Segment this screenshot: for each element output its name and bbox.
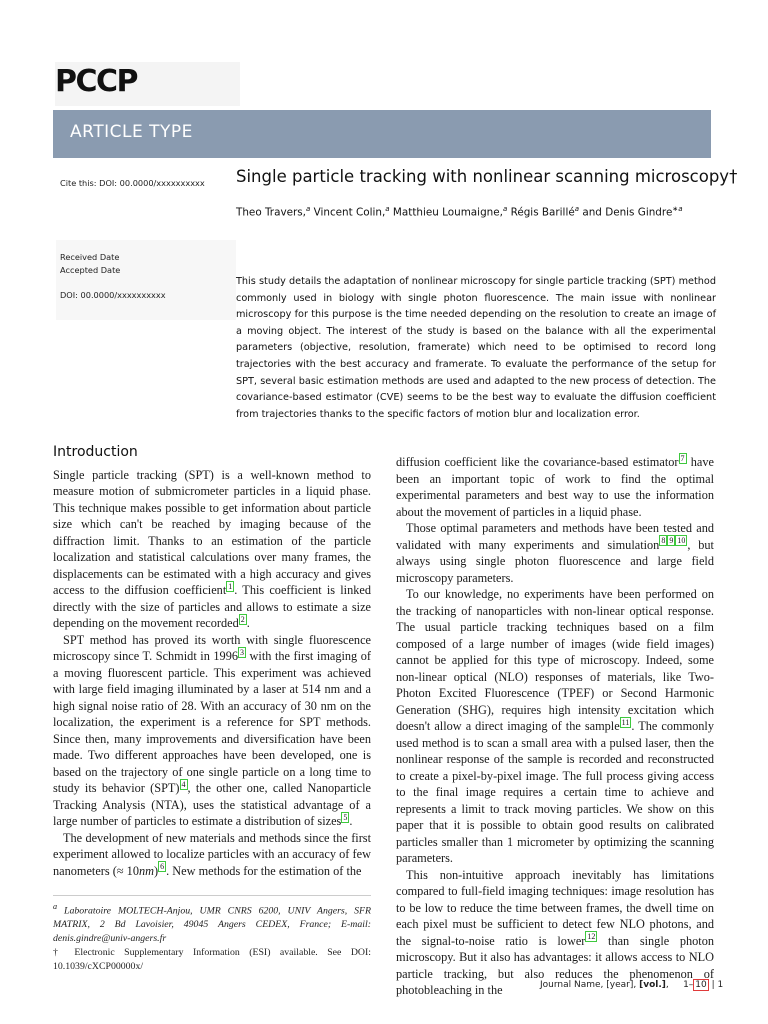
affiliation-footnote: $^a$ Laboratoire MOLTECH-Anjou, UMR CNRS 6200, UNIV Angers, SFR MATRIX, 2 Bd Lavoisier, 49045 Angers CEDEX, France; E-mail: denis.gindre@univ-angers.fr — [53, 902, 371, 945]
citation-link[interactable]: 11 — [621, 717, 630, 727]
author: Régis Barillé — [510, 206, 575, 219]
citation-link[interactable]: 6 — [160, 862, 165, 872]
author-list — [236, 205, 716, 218]
paragraph: Single particle tracking (SPT) is a well-known method to measure motion of submicrometer particles in a liquid phase. This technique makes possible to get information about particle size which can't be reached by imaging because of the diffraction limit. Thanks to an estimation of the particle localization and statistical calculations over many frames, the displacements can be estimated with a high accuracy and gives access to the diffusion coefficient $^1$ . This coefficient is linked directly with the size of particles and allows to estimate a size depending on the movement recorded $^2$ . — [53, 467, 371, 630]
article-info-sidebar — [56, 170, 231, 320]
citation-link[interactable]: 7 — [680, 453, 685, 463]
paragraph: Those optimal parameters and methods have been tested and validated with many experiments and simulation $^8$ $^9$ $^{10}$ , but always using single photon fluorescence and large field microscopy parameters. — [396, 521, 714, 585]
footer-pages-start: 1– — [683, 980, 694, 990]
citation-link[interactable]: 1 — [228, 581, 233, 591]
cite-this: Cite this: DOI: 00.0000/xxxxxxxxxx — [60, 178, 205, 188]
footer-page-number: 1 — [717, 980, 724, 990]
esi-footnote: † Electronic Supplementary Information (ESI) available. See DOI: 10.1039/cXCP00000x/ — [53, 947, 371, 973]
abstract: This study details the adaptation of nonlinear microscopy for single particle tracking (SPT) method commonly used in biology with single photon fluorescence. The main issue with nonlinear microscopy for this purpose is the time needed depending on the resolution to create an image of a moving object. The interest of the study is based on the balance with all the experimental parameters (objective, resolution, framerate) which need to be optimised to record long trajectories with the best accuracy and framerate. To evaluate the performance of the setup for SPT, several basic estimation methods are used and adapted to the new process of detection. The covariance-based estimator (CVE) seems to be the best way to evaluate the diffusion coefficient from trajectories thanks to the specific factors of motion blur and localization error. — [236, 276, 716, 420]
article-type-label: ARTICLE TYPE — [70, 122, 193, 142]
author: and Denis Gindre — [582, 206, 673, 219]
right-column — [396, 454, 714, 999]
citation-link[interactable]: 5 — [343, 812, 348, 822]
author: Theo Travers, — [236, 206, 306, 219]
accepted-date: Accepted Date — [60, 265, 121, 275]
received-date: Received Date — [60, 252, 120, 262]
footer-volume: [vol.] — [639, 980, 666, 990]
author-affiliation-mark: a — [574, 205, 580, 213]
footnotes — [53, 900, 371, 974]
citation-link[interactable]: 9 — [669, 536, 674, 546]
paragraph: diffusion coefficient like the covariance-based estimator $^7$ have been an important topic of work to find the optimal experimental parameters and best way to use the information about the movement of particles in a liquid phase. — [396, 453, 714, 519]
author-affiliation-mark: a — [502, 205, 508, 213]
left-column — [53, 444, 371, 879]
page-footer: Journal Name, [year], [vol.], 1– 10 | 1 — [540, 980, 724, 990]
doi: DOI: 00.0000/xxxxxxxxxx — [60, 290, 166, 300]
author-affiliation-mark: a — [385, 205, 390, 213]
journal-logo: PCCP — [55, 64, 138, 99]
footnote-divider — [53, 895, 371, 896]
author-affiliation-mark: ∗a — [672, 205, 683, 213]
paragraph: This non-intuitive approach inevitably has limitations compared to full-field imaging techniques: image resolution has to be low to reduce the time between frames, the dwell time on each pixel must be sufficient to detect few NLO photons, and the signal-to-noise ratio is lower $^{12}$ than single photon microscopy. But it also has advantages: it allows access to NLO particle tracking, but also reduces the phenomenon of photobleaching in the — [396, 867, 714, 997]
author: Vincent Colin, — [313, 206, 386, 219]
citation-link[interactable]: 2 — [240, 614, 245, 624]
author: Matthieu Loumaigne, — [392, 206, 503, 219]
section-heading-introduction: Introduction — [53, 444, 138, 460]
citation-link[interactable]: 8 — [661, 536, 666, 546]
article-title: Single particle tracking with nonlinear scanning microscopy† — [236, 167, 738, 186]
paragraph: To our knowledge, no experiments have been performed on the tracking of nanoparticles with non-linear optical response. The usual particle tracking techniques based on a film composed of a large number of images (wide field images) cannot be applied for this type of microscopy. Indeed, some non-linear optical (NLO) responses of materials, like Two-Photon Excited Fluorescence (TPEF) or Second Harmonic Generation (SHG), requires high intensity excitation which doesn't allow a direct imaging of the sample $^{11}$ . The commonly used method is to scan a small area with a pulsed laser, then the nonlinear response of the sample is recorded and reconstructed to create a pixel-by-pixel image. The full process giving access to the final image requires a certain time to achieve and represents a limit to track moving particles. We show on this paper that it is possible to obtain good results on calibrated particles smaller than 1 micrometer by optimizing the scanning parameters. — [396, 587, 714, 865]
footer-last-page-link[interactable]: 10 — [695, 980, 707, 990]
paragraph: SPT method has proved its worth with single fluorescence microscopy since T. Schmidt in 1996 $^3$ with the first imaging of a moving fluorescent particle. This experiment was achieved with large field imaging illuminated by a laser at 514 nm and a high signal noise ratio of 28. With an accuracy of 30 nm on the localization, the experiment is a reference for SPT methods. Since then, many improvements and diversification have been made. Two different approaches have been developed, one is based on the trajectory of one single particle on a long time to study its behavior (SPT) $^4$ , the other one, called Nanoparticle Tracking Analysis (NTA), uses the statistical advantage of a large number of particles to estimate a distribution of sizes $^5$ . — [53, 632, 372, 828]
citation-link[interactable]: 10 — [677, 536, 686, 546]
footer-journal: Journal Name, [year], — [540, 980, 640, 990]
citation-link[interactable]: 3 — [240, 647, 244, 657]
author-affiliation-mark: a — [305, 205, 311, 213]
citation-link[interactable]: 4 — [181, 779, 186, 789]
article-type-banner — [53, 110, 711, 158]
paragraph: The development of new materials and methods since the first experiment allowed to localize particles with an accuracy of few nanometers (≈ 10nm) $^6$ . New methods for the estimation of the — [53, 830, 371, 878]
citation-link[interactable]: 12 — [587, 932, 596, 942]
